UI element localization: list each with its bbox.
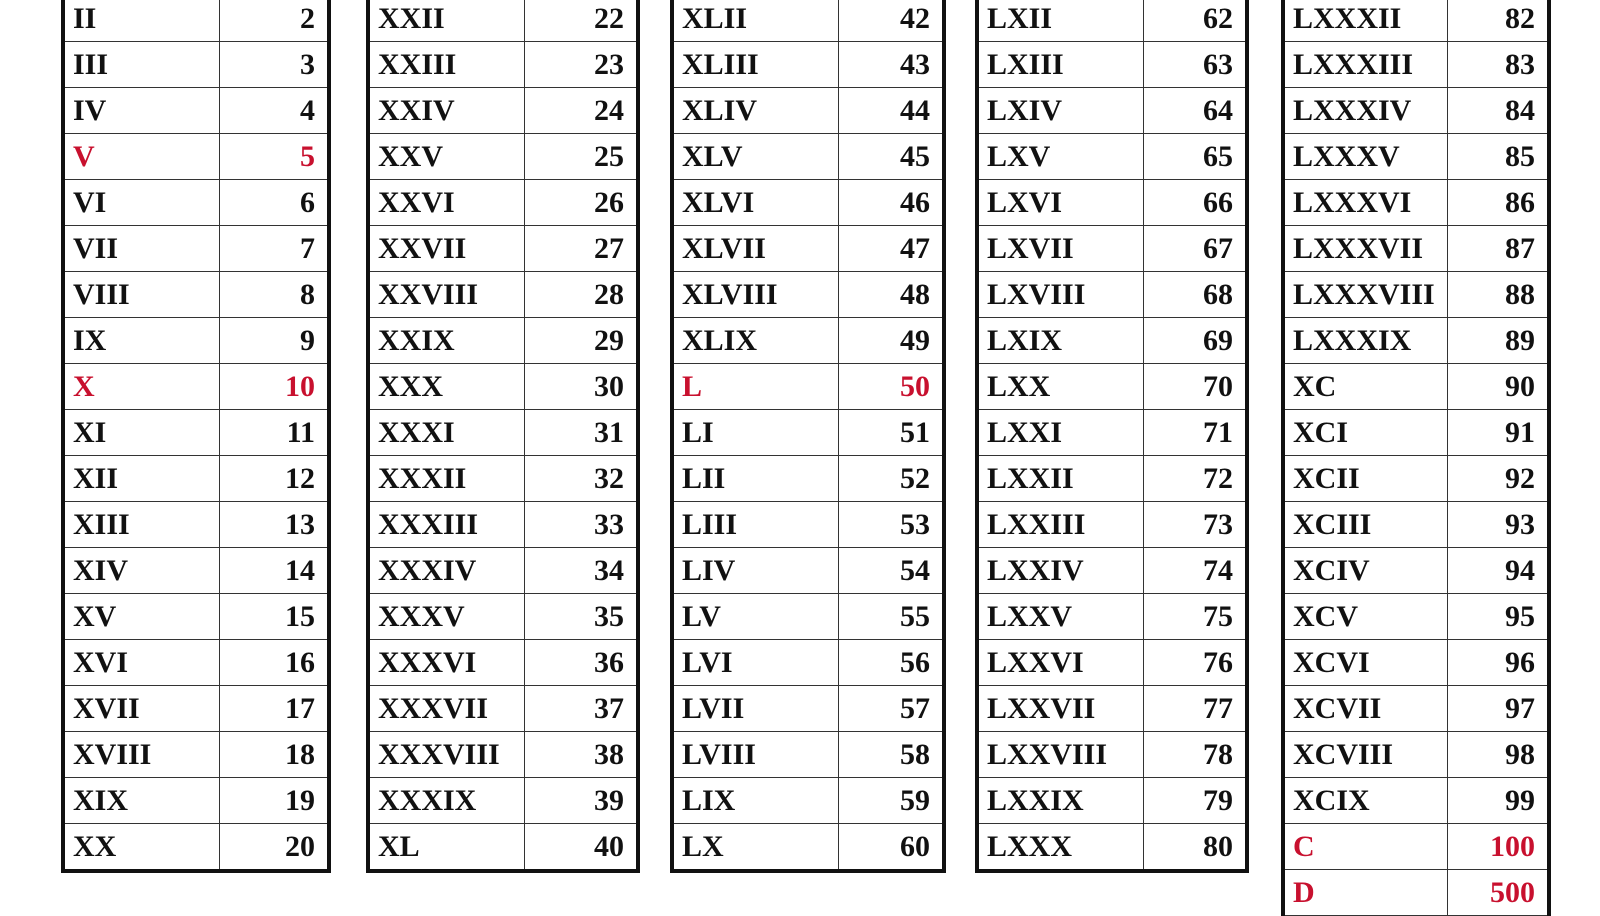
arabic-number-cell: 80 xyxy=(1143,824,1247,872)
roman-numeral-cell: XV xyxy=(63,594,219,640)
roman-numeral-cell: XXVII xyxy=(368,226,524,272)
roman-numeral-cell: XCI xyxy=(1283,410,1447,456)
roman-numeral-cell: XL xyxy=(368,824,524,872)
roman-numeral-cell: XVIII xyxy=(63,732,219,778)
numeral-column-2 xyxy=(366,0,640,873)
table-row xyxy=(1283,732,1549,778)
table-row xyxy=(672,272,944,318)
roman-numeral-cell: VI xyxy=(63,180,219,226)
table-row xyxy=(977,824,1247,872)
arabic-number-cell: 17 xyxy=(219,686,329,732)
arabic-number-cell: 500 xyxy=(1447,870,1549,916)
table-row xyxy=(1283,870,1549,916)
roman-numeral-cell: XXIX xyxy=(368,318,524,364)
arabic-number-cell: 50 xyxy=(838,364,944,410)
arabic-number-cell: 52 xyxy=(838,456,944,502)
table-row xyxy=(63,226,329,272)
arabic-number-cell: 91 xyxy=(1447,410,1549,456)
roman-numeral-cell: LIII xyxy=(672,502,838,548)
numeral-column-3 xyxy=(670,0,946,873)
table-row xyxy=(672,0,944,42)
table-row xyxy=(977,134,1247,180)
table-row xyxy=(368,226,638,272)
arabic-number-cell: 43 xyxy=(838,42,944,88)
table-row xyxy=(1283,686,1549,732)
arabic-number-cell: 15 xyxy=(219,594,329,640)
arabic-number-cell: 51 xyxy=(838,410,944,456)
table-row xyxy=(63,42,329,88)
roman-numeral-cell: LXVII xyxy=(977,226,1143,272)
roman-numeral-cell: XXXVIII xyxy=(368,732,524,778)
roman-numeral-cell: LXXXVII xyxy=(1283,226,1447,272)
table-row xyxy=(63,134,329,180)
table-row xyxy=(368,732,638,778)
roman-numeral-cell: LXXXVI xyxy=(1283,180,1447,226)
numeral-column-4 xyxy=(975,0,1249,873)
roman-numeral-cell: XCVI xyxy=(1283,640,1447,686)
roman-numeral-cell: L xyxy=(672,364,838,410)
roman-numeral-cell: XXXII xyxy=(368,456,524,502)
table-row xyxy=(368,548,638,594)
roman-numeral-cell: IV xyxy=(63,88,219,134)
roman-numeral-cell: XLVI xyxy=(672,180,838,226)
table-row xyxy=(368,594,638,640)
table-row xyxy=(368,88,638,134)
roman-numeral-cell: LXXVII xyxy=(977,686,1143,732)
arabic-number-cell: 20 xyxy=(219,824,329,872)
arabic-number-cell: 94 xyxy=(1447,548,1549,594)
arabic-number-cell: 29 xyxy=(524,318,638,364)
table-row xyxy=(977,410,1247,456)
roman-numeral-cell: D xyxy=(1283,870,1447,916)
arabic-number-cell: 82 xyxy=(1447,0,1549,42)
arabic-number-cell: 60 xyxy=(838,824,944,872)
arabic-number-cell: 77 xyxy=(1143,686,1247,732)
arabic-number-cell: 25 xyxy=(524,134,638,180)
table-row xyxy=(368,410,638,456)
table-row xyxy=(368,42,638,88)
table-row xyxy=(672,88,944,134)
arabic-number-cell: 57 xyxy=(838,686,944,732)
arabic-number-cell: 56 xyxy=(838,640,944,686)
arabic-number-cell: 96 xyxy=(1447,640,1549,686)
arabic-number-cell: 16 xyxy=(219,640,329,686)
table-row xyxy=(368,0,638,42)
table-row xyxy=(977,594,1247,640)
arabic-number-cell: 78 xyxy=(1143,732,1247,778)
arabic-number-cell: 18 xyxy=(219,732,329,778)
table-row xyxy=(368,318,638,364)
table-row xyxy=(368,686,638,732)
arabic-number-cell: 71 xyxy=(1143,410,1247,456)
arabic-number-cell: 83 xyxy=(1447,42,1549,88)
table-row xyxy=(63,318,329,364)
table-row xyxy=(672,42,944,88)
roman-numeral-cell: LXXIII xyxy=(977,502,1143,548)
roman-numeral-cell: LXXX xyxy=(977,824,1143,872)
roman-numeral-cell: LXV xyxy=(977,134,1143,180)
arabic-number-cell: 36 xyxy=(524,640,638,686)
roman-numeral-cell: XXXIII xyxy=(368,502,524,548)
table-row xyxy=(977,272,1247,318)
roman-numeral-cell: LV xyxy=(672,594,838,640)
table-row xyxy=(1283,594,1549,640)
roman-numeral-cell: IX xyxy=(63,318,219,364)
roman-numeral-cell: XX xyxy=(63,824,219,872)
table-row xyxy=(672,548,944,594)
roman-numeral-cell: LVIII xyxy=(672,732,838,778)
roman-numeral-cell: XCV xyxy=(1283,594,1447,640)
table-row xyxy=(63,364,329,410)
arabic-number-cell: 97 xyxy=(1447,686,1549,732)
table-row xyxy=(977,180,1247,226)
table-row xyxy=(1283,778,1549,824)
roman-numeral-cell: XVII xyxy=(63,686,219,732)
roman-numeral-cell: XLV xyxy=(672,134,838,180)
arabic-number-cell: 59 xyxy=(838,778,944,824)
roman-numeral-cell: LXIII xyxy=(977,42,1143,88)
arabic-number-cell: 48 xyxy=(838,272,944,318)
arabic-number-cell: 27 xyxy=(524,226,638,272)
roman-numeral-cell: XXXIV xyxy=(368,548,524,594)
arabic-number-cell: 98 xyxy=(1447,732,1549,778)
table-row xyxy=(977,318,1247,364)
table-row xyxy=(672,502,944,548)
table-row xyxy=(672,318,944,364)
roman-numeral-cell: LXXXVIII xyxy=(1283,272,1447,318)
roman-numeral-cell: LIV xyxy=(672,548,838,594)
arabic-number-cell: 44 xyxy=(838,88,944,134)
arabic-number-cell: 35 xyxy=(524,594,638,640)
roman-numeral-cell: XC xyxy=(1283,364,1447,410)
arabic-number-cell: 38 xyxy=(524,732,638,778)
table-row xyxy=(1283,548,1549,594)
numeral-column-1 xyxy=(61,0,331,873)
arabic-number-cell: 30 xyxy=(524,364,638,410)
arabic-number-cell: 7 xyxy=(219,226,329,272)
roman-numeral-cell: LXXXV xyxy=(1283,134,1447,180)
table-row xyxy=(63,548,329,594)
roman-numeral-cell: XXXI xyxy=(368,410,524,456)
table-row xyxy=(368,502,638,548)
arabic-number-cell: 37 xyxy=(524,686,638,732)
arabic-number-cell: 5 xyxy=(219,134,329,180)
roman-numeral-cell: XXVIII xyxy=(368,272,524,318)
table-row xyxy=(977,88,1247,134)
arabic-number-cell: 2 xyxy=(219,0,329,42)
roman-numeral-cell: XCIX xyxy=(1283,778,1447,824)
roman-numeral-cell: XIV xyxy=(63,548,219,594)
roman-numeral-cell: LX xyxy=(672,824,838,872)
table-row xyxy=(977,686,1247,732)
roman-numeral-cell: XXV xyxy=(368,134,524,180)
arabic-number-cell: 26 xyxy=(524,180,638,226)
table-row xyxy=(368,456,638,502)
arabic-number-cell: 90 xyxy=(1447,364,1549,410)
arabic-number-cell: 86 xyxy=(1447,180,1549,226)
table-row xyxy=(977,0,1247,42)
arabic-number-cell: 49 xyxy=(838,318,944,364)
roman-numeral-cell: V xyxy=(63,134,219,180)
table-row xyxy=(977,778,1247,824)
arabic-number-cell: 6 xyxy=(219,180,329,226)
arabic-number-cell: 54 xyxy=(838,548,944,594)
arabic-number-cell: 4 xyxy=(219,88,329,134)
table-row xyxy=(368,272,638,318)
table-row xyxy=(672,686,944,732)
arabic-number-cell: 12 xyxy=(219,456,329,502)
table-row xyxy=(63,502,329,548)
table-row xyxy=(63,410,329,456)
arabic-number-cell: 9 xyxy=(219,318,329,364)
table-row xyxy=(63,594,329,640)
roman-numeral-cell: XCVII xyxy=(1283,686,1447,732)
table-row xyxy=(368,640,638,686)
arabic-number-cell: 14 xyxy=(219,548,329,594)
table-row xyxy=(368,134,638,180)
table-row xyxy=(1283,824,1549,870)
arabic-number-cell: 70 xyxy=(1143,364,1247,410)
table-row xyxy=(368,364,638,410)
roman-numeral-cell: C xyxy=(1283,824,1447,870)
table-row xyxy=(672,226,944,272)
table-row xyxy=(977,502,1247,548)
table-row xyxy=(977,364,1247,410)
roman-numeral-cell: LXVIII xyxy=(977,272,1143,318)
roman-numeral-cell: XXXV xyxy=(368,594,524,640)
roman-numeral-cell: LXXIV xyxy=(977,548,1143,594)
arabic-number-cell: 63 xyxy=(1143,42,1247,88)
table-row xyxy=(63,0,329,42)
roman-numeral-cell: LXXXII xyxy=(1283,0,1447,42)
arabic-number-cell: 67 xyxy=(1143,226,1247,272)
arabic-number-cell: 75 xyxy=(1143,594,1247,640)
roman-numeral-cell: VII xyxy=(63,226,219,272)
table-row xyxy=(672,594,944,640)
arabic-number-cell: 92 xyxy=(1447,456,1549,502)
roman-numeral-cell: LXVI xyxy=(977,180,1143,226)
roman-numeral-cell: XIX xyxy=(63,778,219,824)
arabic-number-cell: 42 xyxy=(838,0,944,42)
table-row xyxy=(672,410,944,456)
arabic-number-cell: 72 xyxy=(1143,456,1247,502)
roman-numeral-cell: XCVIII xyxy=(1283,732,1447,778)
table-row xyxy=(1283,456,1549,502)
roman-numeral-cell: XCII xyxy=(1283,456,1447,502)
roman-numeral-cell: LI xyxy=(672,410,838,456)
roman-numeral-cell: XLVIII xyxy=(672,272,838,318)
roman-numeral-cell: XXXVI xyxy=(368,640,524,686)
arabic-number-cell: 10 xyxy=(219,364,329,410)
arabic-number-cell: 69 xyxy=(1143,318,1247,364)
table-row xyxy=(63,732,329,778)
table-row xyxy=(1283,88,1549,134)
roman-numeral-cell: XLII xyxy=(672,0,838,42)
roman-numeral-cell: X xyxy=(63,364,219,410)
roman-numeral-cell: LXXVI xyxy=(977,640,1143,686)
roman-numeral-cell: VIII xyxy=(63,272,219,318)
arabic-number-cell: 76 xyxy=(1143,640,1247,686)
table-row xyxy=(672,456,944,502)
table-row xyxy=(1283,640,1549,686)
roman-numeral-cell: XXIII xyxy=(368,42,524,88)
arabic-number-cell: 88 xyxy=(1447,272,1549,318)
arabic-number-cell: 11 xyxy=(219,410,329,456)
roman-numeral-cell: XXIV xyxy=(368,88,524,134)
table-row xyxy=(63,456,329,502)
roman-numeral-cell: XCIII xyxy=(1283,502,1447,548)
roman-numeral-cell: LXII xyxy=(977,0,1143,42)
roman-numeral-cell: XXII xyxy=(368,0,524,42)
arabic-number-cell: 65 xyxy=(1143,134,1247,180)
table-row xyxy=(1283,42,1549,88)
roman-numeral-cell: LXXXIX xyxy=(1283,318,1447,364)
arabic-number-cell: 93 xyxy=(1447,502,1549,548)
table-row xyxy=(1283,502,1549,548)
arabic-number-cell: 62 xyxy=(1143,0,1247,42)
roman-numeral-cell: LXXV xyxy=(977,594,1143,640)
table-row xyxy=(672,134,944,180)
arabic-number-cell: 32 xyxy=(524,456,638,502)
table-row xyxy=(1283,410,1549,456)
table-row xyxy=(672,640,944,686)
roman-numeral-cell: II xyxy=(63,0,219,42)
table-row xyxy=(368,824,638,872)
table-row xyxy=(672,732,944,778)
arabic-number-cell: 95 xyxy=(1447,594,1549,640)
roman-numeral-cell: III xyxy=(63,42,219,88)
roman-numeral-cell: XI xyxy=(63,410,219,456)
table-row xyxy=(63,272,329,318)
arabic-number-cell: 66 xyxy=(1143,180,1247,226)
arabic-number-cell: 100 xyxy=(1447,824,1549,870)
arabic-number-cell: 99 xyxy=(1447,778,1549,824)
arabic-number-cell: 23 xyxy=(524,42,638,88)
table-row xyxy=(368,180,638,226)
roman-numeral-cell: XII xyxy=(63,456,219,502)
roman-numeral-cell: LXIV xyxy=(977,88,1143,134)
arabic-number-cell: 68 xyxy=(1143,272,1247,318)
roman-numeral-cell: XXXIX xyxy=(368,778,524,824)
arabic-number-cell: 47 xyxy=(838,226,944,272)
roman-numeral-cell: XLIX xyxy=(672,318,838,364)
roman-numeral-cell: XLVII xyxy=(672,226,838,272)
arabic-number-cell: 19 xyxy=(219,778,329,824)
arabic-number-cell: 13 xyxy=(219,502,329,548)
roman-numeral-cell: XLIII xyxy=(672,42,838,88)
roman-numeral-cell: XXX xyxy=(368,364,524,410)
table-row xyxy=(977,456,1247,502)
arabic-number-cell: 85 xyxy=(1447,134,1549,180)
arabic-number-cell: 31 xyxy=(524,410,638,456)
roman-numeral-cell: LXX xyxy=(977,364,1143,410)
arabic-number-cell: 22 xyxy=(524,0,638,42)
arabic-number-cell: 39 xyxy=(524,778,638,824)
arabic-number-cell: 64 xyxy=(1143,88,1247,134)
roman-numeral-cell: LXXIX xyxy=(977,778,1143,824)
table-row xyxy=(1283,318,1549,364)
arabic-number-cell: 84 xyxy=(1447,88,1549,134)
table-row xyxy=(63,778,329,824)
arabic-number-cell: 34 xyxy=(524,548,638,594)
table-row xyxy=(1283,134,1549,180)
table-row xyxy=(1283,226,1549,272)
arabic-number-cell: 46 xyxy=(838,180,944,226)
table-row xyxy=(63,88,329,134)
arabic-number-cell: 74 xyxy=(1143,548,1247,594)
table-row xyxy=(672,824,944,872)
table-row xyxy=(63,180,329,226)
roman-numeral-cell: LVI xyxy=(672,640,838,686)
table-row xyxy=(672,364,944,410)
roman-numeral-cell: XIII xyxy=(63,502,219,548)
roman-numeral-cell: LXXII xyxy=(977,456,1143,502)
arabic-number-cell: 73 xyxy=(1143,502,1247,548)
table-row xyxy=(63,640,329,686)
roman-numeral-cell: XXXVII xyxy=(368,686,524,732)
table-row xyxy=(672,778,944,824)
arabic-number-cell: 40 xyxy=(524,824,638,872)
arabic-number-cell: 45 xyxy=(838,134,944,180)
arabic-number-cell: 33 xyxy=(524,502,638,548)
table-row xyxy=(1283,272,1549,318)
table-row xyxy=(63,686,329,732)
roman-numeral-cell: LVII xyxy=(672,686,838,732)
arabic-number-cell: 28 xyxy=(524,272,638,318)
arabic-number-cell: 58 xyxy=(838,732,944,778)
arabic-number-cell: 24 xyxy=(524,88,638,134)
arabic-number-cell: 87 xyxy=(1447,226,1549,272)
table-row xyxy=(977,732,1247,778)
table-row xyxy=(977,640,1247,686)
arabic-number-cell: 8 xyxy=(219,272,329,318)
roman-numeral-cell: XLIV xyxy=(672,88,838,134)
roman-numeral-cell: LIX xyxy=(672,778,838,824)
arabic-number-cell: 79 xyxy=(1143,778,1247,824)
arabic-number-cell: 53 xyxy=(838,502,944,548)
table-row xyxy=(1283,364,1549,410)
table-row xyxy=(1283,0,1549,42)
arabic-number-cell: 3 xyxy=(219,42,329,88)
table-row xyxy=(977,226,1247,272)
roman-numeral-cell: LXIX xyxy=(977,318,1143,364)
table-row xyxy=(63,824,329,872)
table-row xyxy=(368,778,638,824)
numeral-column-5 xyxy=(1281,0,1551,916)
roman-numeral-cell: LXXXIV xyxy=(1283,88,1447,134)
roman-numeral-cell: LXXXIII xyxy=(1283,42,1447,88)
roman-numeral-cell: LII xyxy=(672,456,838,502)
roman-numeral-cell: LXXVIII xyxy=(977,732,1143,778)
arabic-number-cell: 55 xyxy=(838,594,944,640)
table-row xyxy=(1283,180,1549,226)
arabic-number-cell: 89 xyxy=(1447,318,1549,364)
roman-numeral-cell: XXVI xyxy=(368,180,524,226)
roman-numeral-cell: LXXI xyxy=(977,410,1143,456)
roman-numeral-cell: XVI xyxy=(63,640,219,686)
table-row xyxy=(977,42,1247,88)
table-row xyxy=(672,180,944,226)
table-row xyxy=(977,548,1247,594)
roman-numeral-cell: XCIV xyxy=(1283,548,1447,594)
